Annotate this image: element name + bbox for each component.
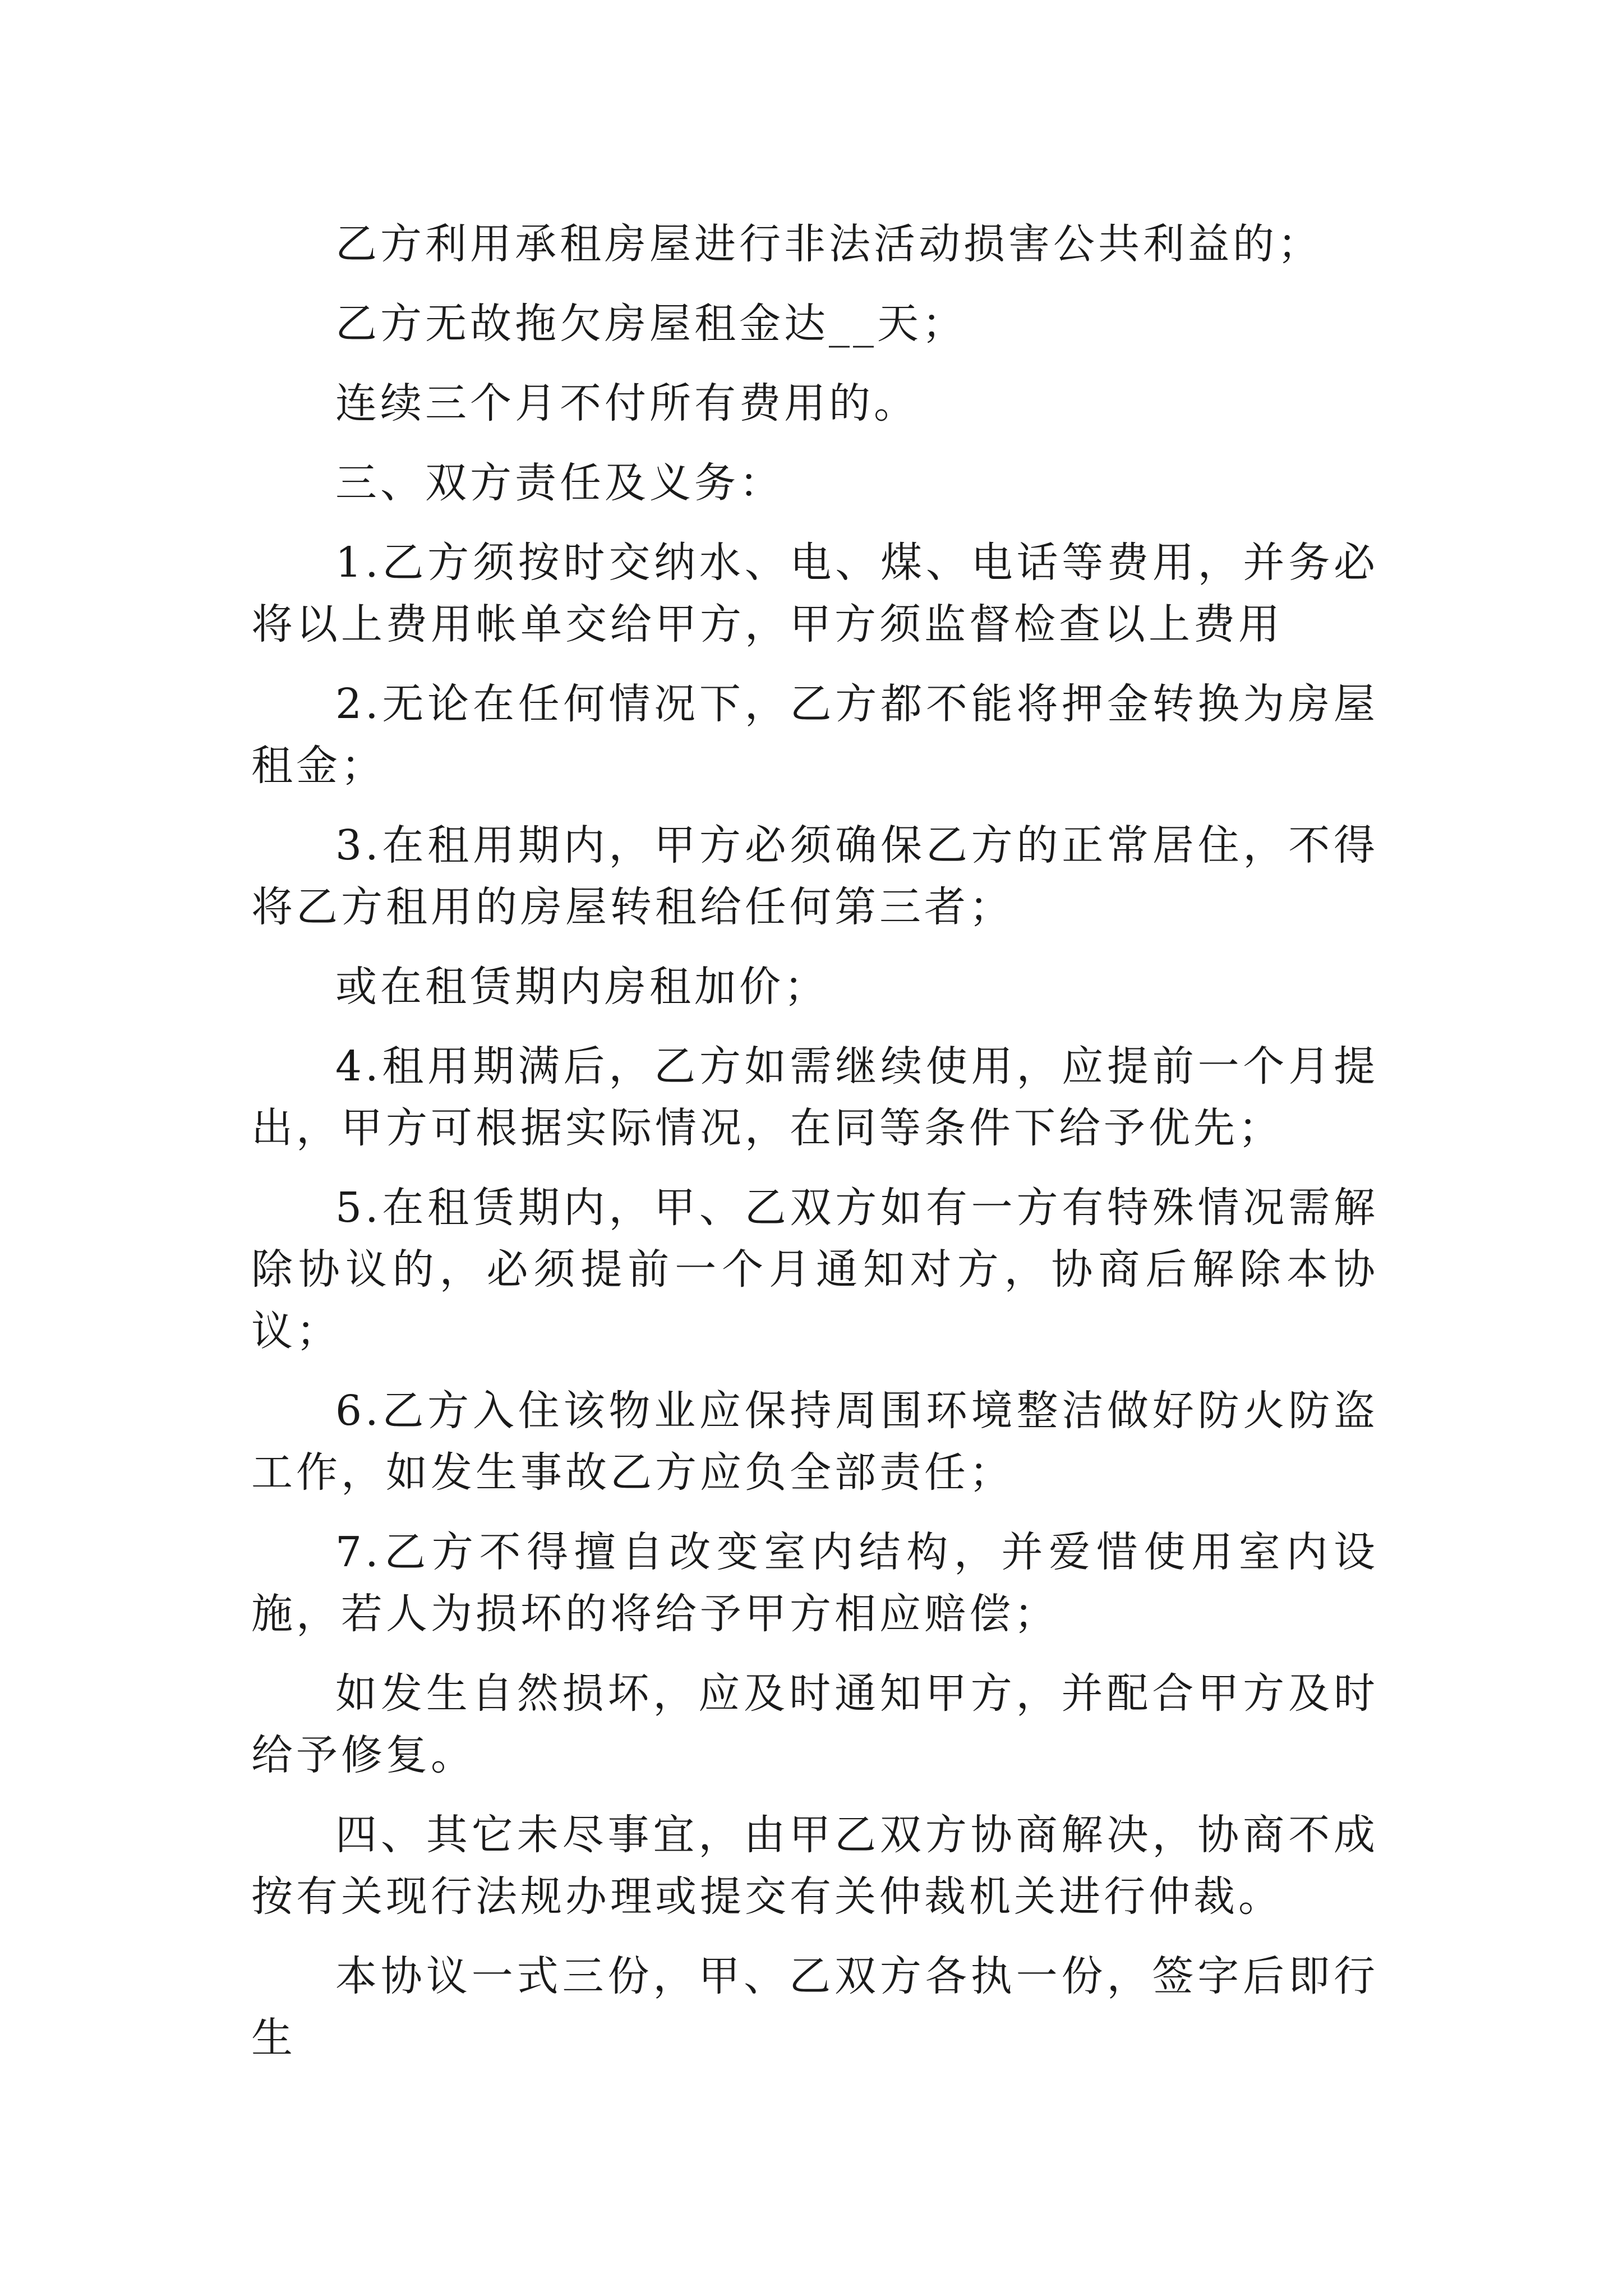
- section-heading-4: 四、其它未尽事宜，由甲乙双方协商解决，协商不成按有关现行法规办理或提交有关仲裁机关进行仲裁。: [251, 1811, 1378, 1921]
- paragraph-2: 乙方无故拖欠房屋租金达__天；: [335, 300, 967, 348]
- clause-2: 2.无论在任何情况下，乙方都不能将押金转换为房屋租金；: [251, 680, 1378, 790]
- clause-3-continuation: 或在租赁期内房租加价；: [335, 963, 829, 1011]
- clause-6: 6.乙方入住该物业应保持周围环境整洁做好防火防盗工作，如发生事故乙方应负全部责任；: [251, 1387, 1378, 1497]
- paragraph-3: 连续三个月不付所有费用的。: [335, 379, 919, 427]
- clause-1: 1.乙方须按时交纳水、电、煤、电话等费用，并务必将以上费用帐单交给甲方，甲方须监督检查以上费用: [251, 539, 1378, 648]
- clause-3: 3.在租用期内，甲方必须确保乙方的正常居住，不得将乙方租用的房屋转租给任何第三者；: [251, 821, 1378, 931]
- closing-paragraph: 本协议一式三份，甲、乙双方各执一份，签字后即行生: [251, 1952, 1378, 2062]
- clause-5: 5.在租赁期内，甲、乙双方如有一方有特殊情况需解除协议的，必须提前一个月通知对方，协商后解除本协议；: [251, 1184, 1378, 1355]
- clause-7: 7.乙方不得擅自改变室内结构，并爱惜使用室内设施，若人为损坏的将给予甲方相应赔偿；: [251, 1528, 1378, 1638]
- paragraph-1: 乙方利用承租房屋进行非法活动损害公共利益的；: [335, 220, 1322, 268]
- section-heading-3: 三、双方责任及义务：: [335, 459, 784, 507]
- document-body: [251, 213, 1378, 2087]
- clause-7-continuation: 如发生自然损坏，应及时通知甲方，并配合甲方及时给予修复。: [251, 1669, 1378, 1779]
- clause-4: 4.租用期满后，乙方如需继续使用，应提前一个月提出，甲方可根据实际情况，在同等条件下给予优先；: [251, 1042, 1378, 1152]
